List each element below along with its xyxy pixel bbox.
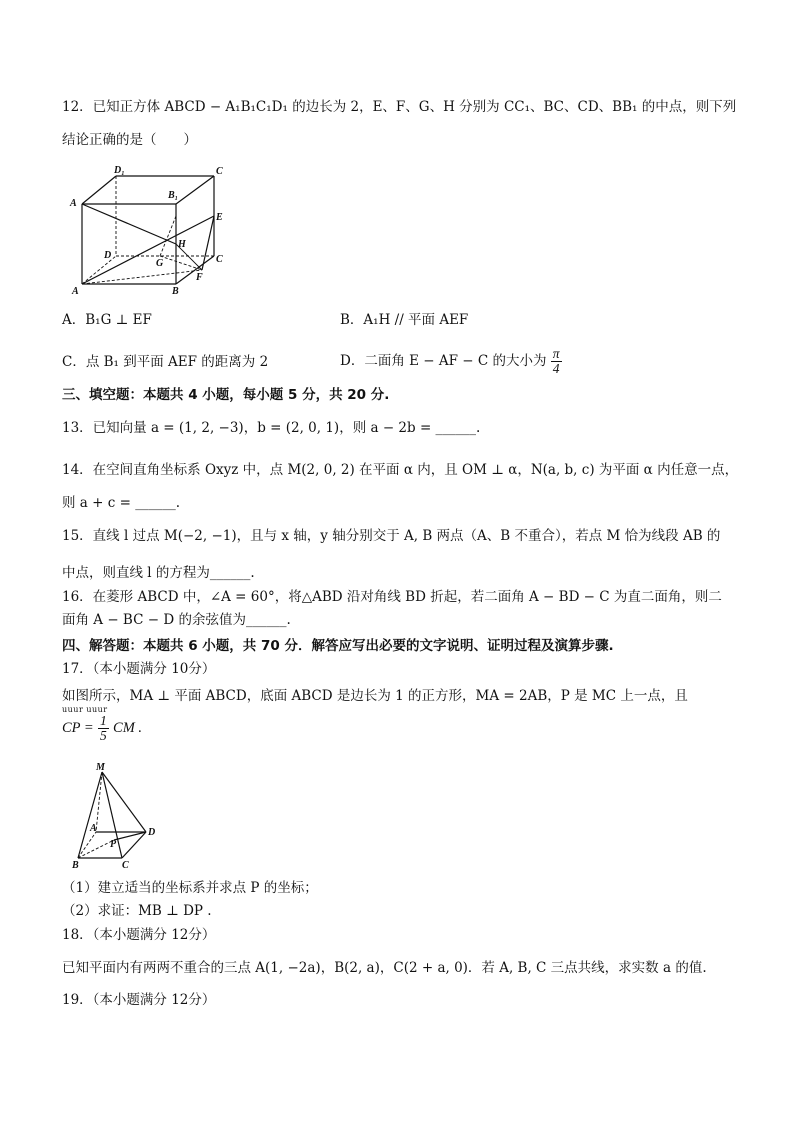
q12-option-d-text: D．二面角 E − AF − C 的大小为 [340,353,547,369]
vector-cp: CP = [62,720,94,736]
fraction-denominator: 5 [99,728,107,743]
fraction-numerator: 1 [99,713,107,728]
label-E: E [216,212,223,223]
q15-line1: 15．直线 l 过点 M(−2, −1)，且与 x 轴，y 轴分别交于 A, B 两点（A、B 不重合），若点 M 恰为线段 AB 的 [62,528,721,544]
pyramid-figure [62,760,167,872]
label-D: D [148,827,156,838]
q12-option-d [340,343,562,379]
q16-line2: 面角 A − BC − D 的余弦值为______. [62,612,291,628]
label-D1: D₁ [114,165,125,176]
vector-cm: CM . [113,720,143,736]
label-M: M [96,762,105,773]
q17-heading: 17．（本小题满分 10分） [62,661,216,677]
q13: 13．已知向量 a = (1, 2, −3)，b = (2, 0, 1)，则 a − 2b = ______. [62,420,481,436]
q14-line2: 则 a + c = ______. [62,495,180,511]
q17-vector-marks: uuur uuur [62,705,108,714]
label-B: B [172,286,179,295]
label-C: C [122,860,129,871]
one-fifth-fraction [98,714,109,743]
section-3-heading: 三、填空题：本题共 4 小题，每小题 5 分，共 20 分. [62,387,390,403]
q17-sub1: （1）建立适当的坐标系并求点 P 的坐标； [62,880,318,896]
q17-sub2: （2）求证：MB ⊥ DP . [62,903,212,919]
label-H: H [178,239,186,250]
label-F: F [196,272,203,283]
label-B: B [72,860,79,871]
q18-line1: 已知平面内有两两不重合的三点 A(1, −2a)，B(2, a)，C(2 + a, 0)．若 A, B, C 三点共线，求实数 a 的值. [62,960,707,976]
label-A: A [90,823,97,834]
q17-line1: 如图所示，MA ⊥ 平面 ABCD，底面 ABCD 是边长为 1 的正方形，MA = 2AB，P 是 MC 上一点，且 [62,688,688,704]
q12-stem-line2: 结论正确的是（ ） [62,132,197,148]
q16-line1: 16．在菱形 ABCD 中，∠A = 60°，将△ABD 沿对角线 BD 折起，若二面角 A − BD − C 为直二面角，则二 [62,589,722,605]
q12-option-c: C．点 B₁ 到平面 AEF 的距离为 2 [62,354,269,370]
label-G: G [156,258,164,269]
q15-line2: 中点，则直线 l 的方程为______. [62,565,255,581]
q12-stem-line1: 12．已知正方体 ABCD − A₁B₁C₁D₁ 的边长为 2，E、F、G、H 分别为 CC₁、BC、CD、BB₁ 的中点，则下列 [62,99,737,115]
label-A: A [72,286,79,295]
cube-figure [62,160,232,295]
label-A1: A [70,198,77,209]
q17-vector-equation [62,710,142,746]
label-P: P [110,839,117,850]
q12-option-b: B．A₁H // 平面 AEF [340,312,469,328]
q18-heading: 18．（本小题满分 12分） [62,927,216,943]
label-B1: B₁ [168,190,179,201]
label-D: D [104,250,112,261]
q19-heading: 19．（本小题满分 12分） [62,992,216,1008]
label-C: C [216,254,223,265]
fraction-denominator: 4 [552,361,560,376]
label-C1: C [216,166,223,177]
q12-option-a: A．B₁G ⊥ EF [62,312,152,328]
q14-line1: 14．在空间直角坐标系 Oxyz 中，点 M(2, 0, 2) 在平面 α 内，且 OM ⊥ α，N(a, b, c) 为平面 α 内任意一点， [62,462,739,478]
pi-over-4-fraction [551,347,562,376]
section-4-heading: 四、解答题：本题共 6 小题，共 70 分．解答应写出必要的文字说明、证明过程及演算步骤. [62,638,614,654]
fraction-numerator: π [552,346,560,361]
